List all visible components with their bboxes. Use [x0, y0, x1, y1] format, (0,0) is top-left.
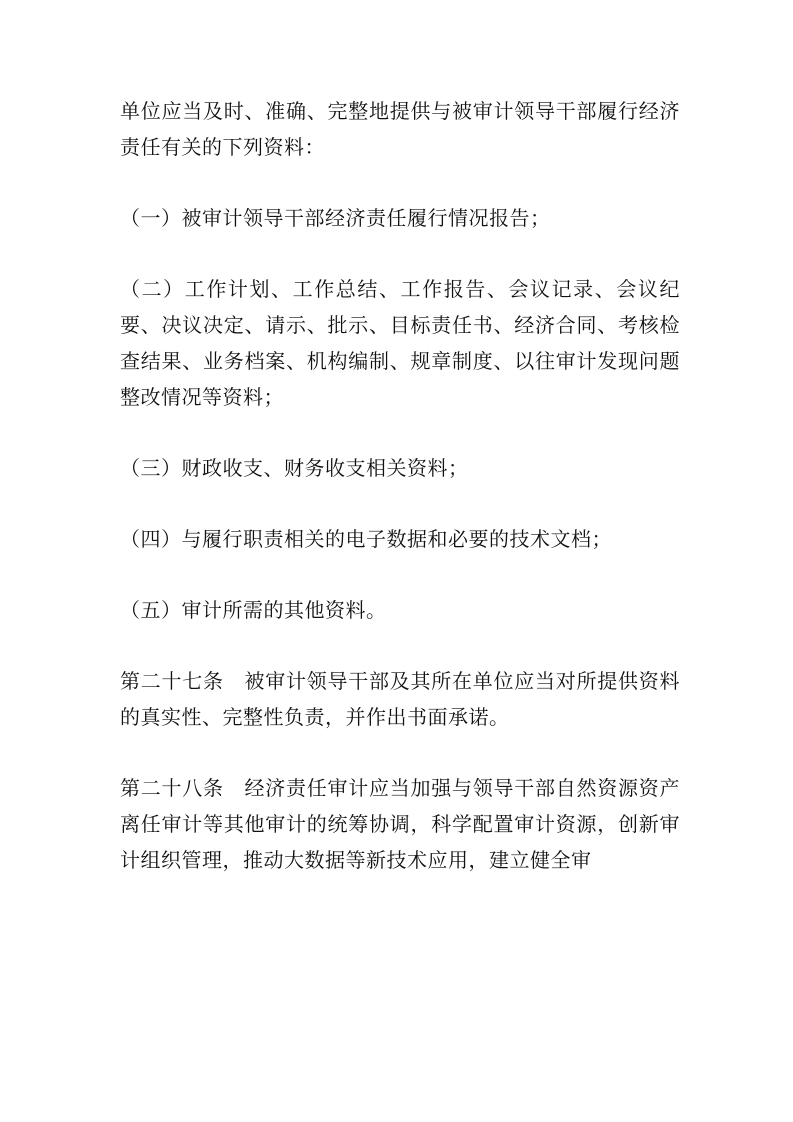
- paragraph-item-3: （三）财政收支、财务收支相关资料；: [120, 456, 469, 480]
- paragraph-item-5: （五）审计所需的其他资料。: [120, 598, 387, 622]
- paragraph-item-1: （一）被审计领导干部经济责任履行情况报告；: [120, 206, 551, 230]
- paragraph-materials-intro: 单位应当及时、准确、完整地提供与被审计领导干部履行经济责任有关的下列资料：: [120, 99, 680, 159]
- paragraph-article-28: 第二十八条 经济责任审计应当加强与领导干部自然资源资产离任审计等其他审计的统筹协调，科学配置审计资源，创新审计组织管理，推动大数据等新技术应用，建立健全审: [120, 776, 680, 872]
- document-body: [120, 93, 680, 913]
- paragraph-article-27: 第二十七条 被审计领导干部及其所在单位应当对所提供资料的真实性、完整性负责，并作出书面承诺。: [120, 669, 680, 729]
- paragraph-item-4: （四）与履行职责相关的电子数据和必要的技术文档；: [120, 527, 612, 551]
- paragraph-item-2: （二）工作计划、工作总结、工作报告、会议记录、会议纪要、决议决定、请示、批示、目标责任书、经济合同、考核检查结果、业务档案、机构编制、规章制度、以往审计发现问题整改情况等资料；: [120, 277, 680, 409]
